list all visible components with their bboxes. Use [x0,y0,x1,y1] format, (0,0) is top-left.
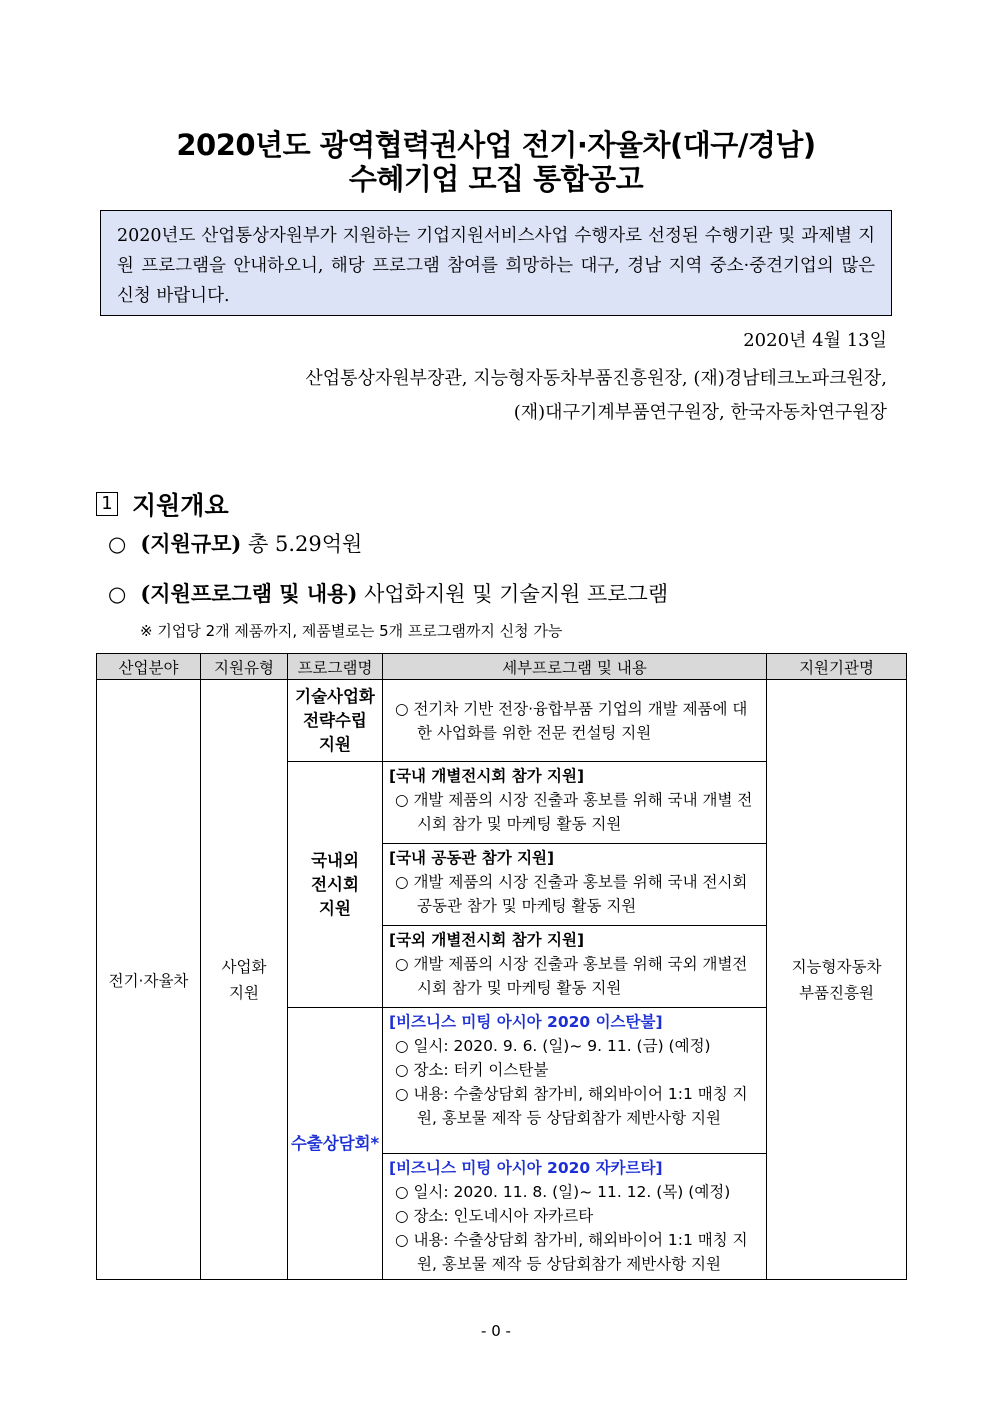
cell-program-name: 수출상담회* [288,1008,383,1280]
cell-detail [383,926,767,1008]
detail-item: ○ 전기차 기반 전장·융합부품 기업의 개발 제품에 대한 사업화를 위한 전문 컨설팅 지원 [395,699,748,742]
section-title: 지원개요 [132,491,229,520]
title-line-2: 수혜기업 모집 통합공고 [348,162,644,196]
detail-item: ○ 장소: 터키 이스탄불 [395,1061,549,1079]
table-header-row [97,654,907,680]
bullet-symbol: ○ [108,532,127,556]
cell-detail [383,1008,767,1154]
detail-item: ○ 개발 제품의 시장 진출과 홍보를 위해 국외 개별전시회 참가 및 마케팅 활동 지원 [395,955,748,997]
bullet-label: (지원규모) [140,531,242,556]
detail-title: [국내 개별전시회 참가 지원] [389,767,585,785]
bullet-support-programs [108,578,668,608]
cell-agency: 지능형자동차 부품진흥원 [767,680,907,1280]
organizations-line-1: 산업통상자원부장관, 지능형자동차부품진흥원장, (재)경남테크노파크원장, [305,368,887,389]
header-detail: 세부프로그램 및 내용 [383,654,767,680]
section-heading [96,486,229,522]
bullet-label: (지원프로그램 및 내용) [140,581,358,606]
section-number: 1 [96,492,118,516]
program-table [96,653,907,1280]
header-field: 산업분야 [97,654,201,680]
detail-item: ○ 일시: 2020. 11. 8. (일)~ 11. 12. (목) (예정) [395,1183,731,1201]
detail-title: [비즈니스 미팅 아시아 2020 이스탄불] [389,1013,663,1031]
cell-field: 전기·자율차 [97,680,201,1280]
title-line-1: 2020년도 광역협력권사업 전기·자율차(대구/경남) [176,128,816,162]
cell-detail [383,844,767,926]
detail-item: ○ 일시: 2020. 9. 6. (일)~ 9. 11. (금) (예정) [395,1037,711,1055]
page-number: - 0 - [481,1322,511,1340]
cell-detail [383,762,767,844]
application-note: ※ 기업당 2개 제품까지, 제품별로는 5개 프로그램까지 신청 가능 [140,622,563,640]
detail-title: [비즈니스 미팅 아시아 2020 자카르타] [389,1159,663,1177]
bullet-support-scale [108,528,362,558]
organizations-line-2: (재)대구기계부품연구원장, 한국자동차연구원장 [513,402,887,423]
intro-box: 2020년도 산업통상자원부가 지원하는 기업지원서비스사업 수행자로 선정된 수행기관 및 과제별 지원 프로그램을 안내하오니, 해당 프로그램 참여를 희망하는 대구, 경남 지역 중소·중견기업의 많은 신청 바랍니다. [100,210,892,316]
bullet-symbol: ○ [108,582,127,606]
header-type: 지원유형 [201,654,288,680]
cell-program-name: 국내외 전시회 지원 [288,762,383,1008]
table-row [97,680,907,762]
detail-item: ○ 내용: 수출상담회 참가비, 해외바이어 1:1 매칭 지원, 홍보물 제작 등 상담회참가 제반사항 지원 [395,1231,748,1273]
header-agency: 지원기관명 [767,654,907,680]
document-title [0,128,992,196]
bullet-text: 총 5.29억원 [248,532,363,556]
detail-item: ○ 장소: 인도네시아 자카르타 [395,1207,594,1225]
announcement-date: 2020년 4월 13일 [743,330,887,351]
cell-detail [383,680,767,762]
detail-item: ○ 개발 제품의 시장 진출과 홍보를 위해 국내 전시회 공동관 참가 및 마케팅 활동 지원 [395,873,748,915]
cell-program-name: 기술사업화 전략수립 지원 [288,680,383,762]
detail-item: ○ 개발 제품의 시장 진출과 홍보를 위해 국내 개별 전시회 참가 및 마케팅 활동 지원 [395,791,753,833]
detail-title: [국외 개별전시회 참가 지원] [389,931,585,949]
cell-type: 사업화 지원 [201,680,288,1280]
cell-detail [383,1154,767,1280]
header-program: 프로그램명 [288,654,383,680]
detail-item: ○ 내용: 수출상담회 참가비, 해외바이어 1:1 매칭 지원, 홍보물 제작 등 상담회참가 제반사항 지원 [395,1085,748,1127]
bullet-text: 사업화지원 및 기술지원 프로그램 [364,582,669,606]
detail-title: [국내 공동관 참가 지원] [389,849,555,867]
